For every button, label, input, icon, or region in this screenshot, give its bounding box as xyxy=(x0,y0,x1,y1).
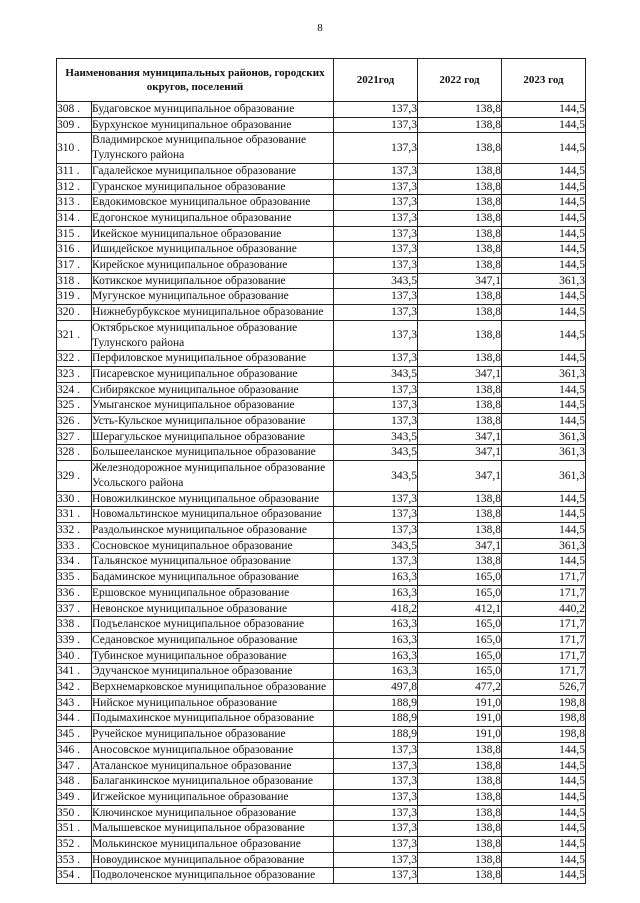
municipality-name: Балаганкинское муниципальное образование xyxy=(92,774,334,790)
value-2022: 191,0 xyxy=(418,711,502,727)
value-2023: 144,5 xyxy=(502,868,586,884)
table-row xyxy=(57,538,586,554)
municipality-name: Умыганское муниципальное образование xyxy=(92,398,334,414)
row-number: 310 . xyxy=(57,133,92,163)
municipality-name: Едогонское муниципальное образование xyxy=(92,210,334,226)
value-2021: 343,5 xyxy=(334,461,418,491)
row-number: 332 . xyxy=(57,522,92,538)
value-2022: 138,8 xyxy=(418,351,502,367)
municipality-name: Тальянское муниципальное образование xyxy=(92,554,334,570)
row-number: 334 . xyxy=(57,554,92,570)
municipality-name: Седановское муниципальное образование xyxy=(92,632,334,648)
value-2021: 163,3 xyxy=(334,664,418,680)
table-row xyxy=(57,742,586,758)
municipality-name: Подъеланское муниципальное образование xyxy=(92,617,334,633)
table-row xyxy=(57,366,586,382)
value-2022: 138,8 xyxy=(418,320,502,350)
value-2021: 163,3 xyxy=(334,632,418,648)
municipality-name: Владимирское муниципальное образование Тулунского района xyxy=(92,133,334,163)
value-2022: 138,8 xyxy=(418,522,502,538)
municipality-name: Октябрьское муниципальное образование Тулунского района xyxy=(92,320,334,350)
row-number: 337 . xyxy=(57,601,92,617)
value-2021: 163,3 xyxy=(334,648,418,664)
row-number: 341 . xyxy=(57,664,92,680)
table-row xyxy=(57,774,586,790)
table-row xyxy=(57,273,586,289)
municipality-name: Подымахинское муниципальное образование xyxy=(92,711,334,727)
value-2022: 138,8 xyxy=(418,133,502,163)
row-number: 320 . xyxy=(57,305,92,321)
row-number: 323 . xyxy=(57,366,92,382)
table-row xyxy=(57,445,586,461)
row-number: 350 . xyxy=(57,805,92,821)
value-2021: 343,5 xyxy=(334,429,418,445)
value-2022: 191,0 xyxy=(418,727,502,743)
table-row xyxy=(57,648,586,664)
value-2023: 144,5 xyxy=(502,117,586,133)
value-2023: 144,5 xyxy=(502,305,586,321)
value-2021: 343,5 xyxy=(334,366,418,382)
value-2022: 165,0 xyxy=(418,632,502,648)
municipality-name: Шерагульское муниципальное образование xyxy=(92,429,334,445)
table-row xyxy=(57,758,586,774)
value-2023: 144,5 xyxy=(502,491,586,507)
value-2022: 347,1 xyxy=(418,429,502,445)
value-2022: 138,8 xyxy=(418,382,502,398)
table-row xyxy=(57,837,586,853)
table-row xyxy=(57,711,586,727)
municipality-name: Гадалейское муниципальное образование xyxy=(92,163,334,179)
municipality-name: Молькинское муниципальное образование xyxy=(92,837,334,853)
municipality-name: Верхнемарковское муниципальное образование xyxy=(92,680,334,696)
municipality-name: Нийское муниципальное образование xyxy=(92,695,334,711)
value-2021: 418,2 xyxy=(334,601,418,617)
table-row xyxy=(57,461,586,491)
value-2023: 361,3 xyxy=(502,461,586,491)
value-2021: 137,3 xyxy=(334,320,418,350)
row-number: 322 . xyxy=(57,351,92,367)
row-number: 331 . xyxy=(57,507,92,523)
row-number: 327 . xyxy=(57,429,92,445)
municipality-name: Котикское муниципальное образование xyxy=(92,273,334,289)
table-row xyxy=(57,133,586,163)
row-number: 335 . xyxy=(57,570,92,586)
value-2022: 138,8 xyxy=(418,195,502,211)
value-2021: 137,3 xyxy=(334,117,418,133)
value-2022: 165,0 xyxy=(418,617,502,633)
value-2022: 165,0 xyxy=(418,664,502,680)
value-2022: 138,8 xyxy=(418,491,502,507)
value-2022: 138,8 xyxy=(418,242,502,258)
table-row xyxy=(57,664,586,680)
value-2023: 144,5 xyxy=(502,821,586,837)
municipality-name: Игжейское муниципальное образование xyxy=(92,789,334,805)
header-2023: 2023 год xyxy=(502,59,586,102)
value-2021: 137,3 xyxy=(334,351,418,367)
value-2022: 138,8 xyxy=(418,163,502,179)
value-2021: 137,3 xyxy=(334,554,418,570)
municipality-name: Ключинское муниципальное образование xyxy=(92,805,334,821)
municipality-name: Эдучанское муниципальное образование xyxy=(92,664,334,680)
header-2021: 2021год xyxy=(334,59,418,102)
table-row xyxy=(57,789,586,805)
value-2022: 138,8 xyxy=(418,258,502,274)
municipality-name: Ершовское муниципальное образование xyxy=(92,585,334,601)
table-row xyxy=(57,585,586,601)
table-row xyxy=(57,258,586,274)
municipality-name: Подволоченское муниципальное образование xyxy=(92,868,334,884)
table-body xyxy=(57,102,586,884)
value-2023: 361,3 xyxy=(502,273,586,289)
value-2023: 361,3 xyxy=(502,429,586,445)
header-name: Наименования муниципальных районов, городских округов, поселений xyxy=(57,59,334,102)
value-2022: 347,1 xyxy=(418,445,502,461)
row-number: 352 . xyxy=(57,837,92,853)
value-2021: 137,3 xyxy=(334,742,418,758)
value-2021: 137,3 xyxy=(334,242,418,258)
row-number: 316 . xyxy=(57,242,92,258)
value-2022: 347,1 xyxy=(418,273,502,289)
municipality-name: Аталанское муниципальное образование xyxy=(92,758,334,774)
row-number: 349 . xyxy=(57,789,92,805)
table-row xyxy=(57,320,586,350)
value-2023: 144,5 xyxy=(502,258,586,274)
municipality-name: Новоудинское муниципальное образование xyxy=(92,852,334,868)
row-number: 309 . xyxy=(57,117,92,133)
row-number: 330 . xyxy=(57,491,92,507)
value-2023: 361,3 xyxy=(502,445,586,461)
value-2021: 137,3 xyxy=(334,133,418,163)
value-2021: 137,3 xyxy=(334,179,418,195)
value-2021: 137,3 xyxy=(334,837,418,853)
row-number: 346 . xyxy=(57,742,92,758)
row-number: 324 . xyxy=(57,382,92,398)
value-2023: 144,5 xyxy=(502,179,586,195)
row-number: 339 . xyxy=(57,632,92,648)
table-row xyxy=(57,632,586,648)
table-row xyxy=(57,305,586,321)
row-number: 313 . xyxy=(57,195,92,211)
value-2022: 138,8 xyxy=(418,789,502,805)
table-row xyxy=(57,821,586,837)
table-row xyxy=(57,570,586,586)
value-2023: 198,8 xyxy=(502,695,586,711)
value-2023: 361,3 xyxy=(502,538,586,554)
value-2021: 137,3 xyxy=(334,195,418,211)
value-2023: 144,5 xyxy=(502,351,586,367)
value-2022: 412,1 xyxy=(418,601,502,617)
value-2021: 137,3 xyxy=(334,805,418,821)
value-2023: 144,5 xyxy=(502,522,586,538)
subsidy-table xyxy=(56,58,586,884)
value-2023: 171,7 xyxy=(502,648,586,664)
value-2021: 137,3 xyxy=(334,163,418,179)
value-2023: 144,5 xyxy=(502,102,586,118)
table-row xyxy=(57,805,586,821)
municipality-name: Перфиловское муниципальное образование xyxy=(92,351,334,367)
value-2022: 138,8 xyxy=(418,398,502,414)
table-row xyxy=(57,289,586,305)
value-2021: 188,9 xyxy=(334,727,418,743)
value-2021: 137,3 xyxy=(334,852,418,868)
value-2022: 138,8 xyxy=(418,774,502,790)
value-2021: 343,5 xyxy=(334,273,418,289)
value-2021: 343,5 xyxy=(334,538,418,554)
row-number: 311 . xyxy=(57,163,92,179)
value-2023: 171,7 xyxy=(502,664,586,680)
table-row xyxy=(57,868,586,884)
value-2023: 144,5 xyxy=(502,742,586,758)
value-2023: 144,5 xyxy=(502,242,586,258)
municipality-name: Тубинское муниципальное образование xyxy=(92,648,334,664)
value-2023: 144,5 xyxy=(502,507,586,523)
row-number: 326 . xyxy=(57,414,92,430)
table-row xyxy=(57,195,586,211)
value-2021: 163,3 xyxy=(334,617,418,633)
value-2023: 144,5 xyxy=(502,398,586,414)
row-number: 351 . xyxy=(57,821,92,837)
municipality-name: Кирейское муниципальное образование xyxy=(92,258,334,274)
row-number: 340 . xyxy=(57,648,92,664)
row-number: 342 . xyxy=(57,680,92,696)
value-2023: 144,5 xyxy=(502,195,586,211)
value-2022: 138,8 xyxy=(418,289,502,305)
municipality-name: Нижнебурбукское муниципальное образование xyxy=(92,305,334,321)
value-2021: 343,5 xyxy=(334,445,418,461)
table-row xyxy=(57,117,586,133)
value-2023: 144,5 xyxy=(502,852,586,868)
value-2022: 347,1 xyxy=(418,461,502,491)
row-number: 325 . xyxy=(57,398,92,414)
row-number: 336 . xyxy=(57,585,92,601)
row-number: 314 . xyxy=(57,210,92,226)
value-2022: 347,1 xyxy=(418,538,502,554)
table-row xyxy=(57,522,586,538)
table-row xyxy=(57,242,586,258)
value-2021: 137,3 xyxy=(334,289,418,305)
table-row xyxy=(57,351,586,367)
municipality-name: Мугунское муниципальное образование xyxy=(92,289,334,305)
value-2021: 188,9 xyxy=(334,711,418,727)
value-2022: 165,0 xyxy=(418,648,502,664)
value-2022: 138,8 xyxy=(418,758,502,774)
value-2022: 138,8 xyxy=(418,507,502,523)
row-number: 338 . xyxy=(57,617,92,633)
table-row xyxy=(57,491,586,507)
municipality-name: Раздольинское муниципальное образование xyxy=(92,522,334,538)
row-number: 317 . xyxy=(57,258,92,274)
value-2023: 361,3 xyxy=(502,366,586,382)
value-2022: 138,8 xyxy=(418,102,502,118)
value-2023: 198,8 xyxy=(502,727,586,743)
table-row xyxy=(57,398,586,414)
value-2023: 144,5 xyxy=(502,210,586,226)
value-2021: 137,3 xyxy=(334,226,418,242)
municipality-name: Малышевское муниципальное образование xyxy=(92,821,334,837)
municipality-name: Гуранское муниципальное образование xyxy=(92,179,334,195)
table-row xyxy=(57,226,586,242)
row-number: 343 . xyxy=(57,695,92,711)
municipality-name: Бурхунское муниципальное образование xyxy=(92,117,334,133)
value-2023: 144,5 xyxy=(502,789,586,805)
municipality-name: Новожилкинское муниципальное образование xyxy=(92,491,334,507)
table-row xyxy=(57,210,586,226)
value-2022: 477,2 xyxy=(418,680,502,696)
municipality-name: Ишидейское муниципальное образование xyxy=(92,242,334,258)
value-2022: 138,8 xyxy=(418,742,502,758)
municipality-name: Сибирякское муниципальное образование xyxy=(92,382,334,398)
row-number: 318 . xyxy=(57,273,92,289)
value-2023: 144,5 xyxy=(502,837,586,853)
value-2021: 137,3 xyxy=(334,522,418,538)
value-2021: 137,3 xyxy=(334,507,418,523)
value-2023: 440,2 xyxy=(502,601,586,617)
row-number: 344 . xyxy=(57,711,92,727)
municipality-name: Ручейское муниципальное образование xyxy=(92,727,334,743)
value-2021: 137,3 xyxy=(334,398,418,414)
value-2022: 191,0 xyxy=(418,695,502,711)
row-number: 319 . xyxy=(57,289,92,305)
table-row xyxy=(57,554,586,570)
value-2023: 526,7 xyxy=(502,680,586,696)
value-2023: 171,7 xyxy=(502,632,586,648)
municipality-name: Большееланское муниципальное образование xyxy=(92,445,334,461)
municipality-name: Невонское муниципальное образование xyxy=(92,601,334,617)
table-row xyxy=(57,179,586,195)
table-row xyxy=(57,507,586,523)
row-number: 345 . xyxy=(57,727,92,743)
row-number: 333 . xyxy=(57,538,92,554)
value-2021: 137,3 xyxy=(334,491,418,507)
municipality-name: Икейское муниципальное образование xyxy=(92,226,334,242)
value-2023: 144,5 xyxy=(502,289,586,305)
value-2023: 144,5 xyxy=(502,382,586,398)
table-row xyxy=(57,727,586,743)
value-2022: 138,8 xyxy=(418,210,502,226)
row-number: 315 . xyxy=(57,226,92,242)
value-2021: 137,3 xyxy=(334,305,418,321)
row-number: 348 . xyxy=(57,774,92,790)
municipality-name: Усть-Кульское муниципальное образование xyxy=(92,414,334,430)
row-number: 354 . xyxy=(57,868,92,884)
row-number: 347 . xyxy=(57,758,92,774)
table-row xyxy=(57,680,586,696)
value-2022: 138,8 xyxy=(418,852,502,868)
value-2023: 144,5 xyxy=(502,805,586,821)
value-2022: 165,0 xyxy=(418,585,502,601)
value-2021: 137,3 xyxy=(334,414,418,430)
table-row xyxy=(57,617,586,633)
value-2022: 138,8 xyxy=(418,117,502,133)
row-number: 328 . xyxy=(57,445,92,461)
table-row xyxy=(57,852,586,868)
municipality-name: Новомальтинское муниципальное образование xyxy=(92,507,334,523)
table-row xyxy=(57,102,586,118)
value-2022: 165,0 xyxy=(418,570,502,586)
value-2021: 188,9 xyxy=(334,695,418,711)
header-2022: 2022 год xyxy=(418,59,502,102)
municipality-name: Евдокимовское муниципальное образование xyxy=(92,195,334,211)
value-2022: 138,8 xyxy=(418,805,502,821)
value-2022: 138,8 xyxy=(418,414,502,430)
value-2021: 137,3 xyxy=(334,102,418,118)
value-2021: 497,8 xyxy=(334,680,418,696)
value-2022: 138,8 xyxy=(418,226,502,242)
value-2022: 138,8 xyxy=(418,837,502,853)
value-2021: 137,3 xyxy=(334,382,418,398)
page-number: 8 xyxy=(317,22,323,34)
table-row xyxy=(57,601,586,617)
row-number: 321 . xyxy=(57,320,92,350)
value-2023: 144,5 xyxy=(502,163,586,179)
value-2023: 171,7 xyxy=(502,585,586,601)
value-2023: 144,5 xyxy=(502,758,586,774)
table-row xyxy=(57,414,586,430)
value-2023: 171,7 xyxy=(502,570,586,586)
table-row xyxy=(57,695,586,711)
value-2021: 137,3 xyxy=(334,758,418,774)
row-number: 312 . xyxy=(57,179,92,195)
municipality-name: Аносовское муниципальное образование xyxy=(92,742,334,758)
value-2023: 144,5 xyxy=(502,226,586,242)
value-2023: 144,5 xyxy=(502,414,586,430)
value-2022: 347,1 xyxy=(418,366,502,382)
value-2023: 144,5 xyxy=(502,133,586,163)
value-2021: 163,3 xyxy=(334,585,418,601)
value-2022: 138,8 xyxy=(418,868,502,884)
row-number: 329 . xyxy=(57,461,92,491)
value-2021: 137,3 xyxy=(334,868,418,884)
value-2021: 137,3 xyxy=(334,789,418,805)
value-2022: 138,8 xyxy=(418,554,502,570)
value-2021: 137,3 xyxy=(334,258,418,274)
table-row xyxy=(57,429,586,445)
value-2023: 171,7 xyxy=(502,617,586,633)
value-2021: 137,3 xyxy=(334,774,418,790)
table-header-row xyxy=(57,59,586,102)
municipality-name: Будаговское муниципальное образование xyxy=(92,102,334,118)
municipality-name: Железнодорожное муниципальное образование Усольского района xyxy=(92,461,334,491)
municipality-name: Писаревское муниципальное образование xyxy=(92,366,334,382)
value-2023: 144,5 xyxy=(502,320,586,350)
table-row xyxy=(57,382,586,398)
value-2021: 163,3 xyxy=(334,570,418,586)
value-2023: 144,5 xyxy=(502,774,586,790)
value-2022: 138,8 xyxy=(418,305,502,321)
municipality-name: Сосновское муниципальное образование xyxy=(92,538,334,554)
value-2022: 138,8 xyxy=(418,821,502,837)
value-2023: 198,8 xyxy=(502,711,586,727)
row-number: 353 . xyxy=(57,852,92,868)
value-2021: 137,3 xyxy=(334,210,418,226)
row-number: 308 . xyxy=(57,102,92,118)
table-row xyxy=(57,163,586,179)
value-2022: 138,8 xyxy=(418,179,502,195)
municipality-name: Бадаминское муниципальное образование xyxy=(92,570,334,586)
value-2023: 144,5 xyxy=(502,554,586,570)
value-2021: 137,3 xyxy=(334,821,418,837)
